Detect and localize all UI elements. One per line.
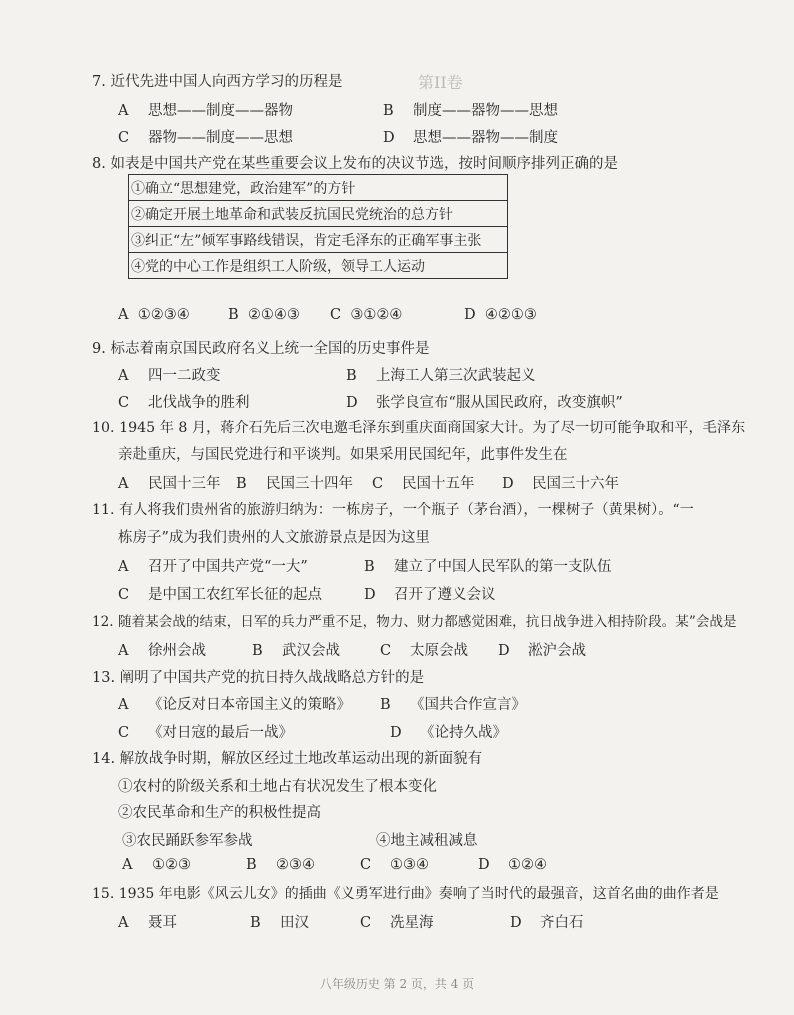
question-9-stem: 9. 标志着南京国民政府名义上统一全国的历史事件是 (92, 341, 430, 357)
q12-option-a: A 徐州会战 (118, 643, 206, 659)
table-row: ②确定开展土地革命和武装反抗国民党统治的总方针 (129, 201, 508, 227)
q8-option-c: C ③①②④ (330, 307, 403, 323)
q15-option-c: C 冼星海 (360, 915, 434, 931)
q12-option-d: D 淞沪会战 (498, 643, 586, 659)
q8-option-b: B ②①④③ (228, 307, 300, 323)
q13-option-d: D 《论持久战》 (390, 725, 507, 741)
question-11-stem-line1: 11. 有人将我们贵州省的旅游归纳为：一栋房子，一个瓶子（茅台酒），一棵树子（黄果树）。“一 (92, 502, 694, 518)
q15-option-d: D 齐白石 (510, 915, 584, 931)
q9-option-c: C 北伐战争的胜利 (118, 395, 250, 411)
q12-option-c: C 太原会战 (380, 643, 468, 659)
q7-option-b: B 制度——器物——思想 (383, 103, 558, 119)
q9-option-b: B 上海工人第三次武装起义 (346, 368, 536, 384)
question-10-stem-line2: 亲赴重庆，与国民党进行和平谈判。如果采用民国纪年，此事件发生在 (118, 447, 568, 463)
q8-resolution-table (128, 174, 508, 279)
q14-item-4: ④地主减租减息 (376, 833, 478, 849)
q13-option-a: A 《论反对日本帝国主义的策略》 (118, 697, 351, 713)
page-footer: 八年级历史 第 2 页，共 4 页 (319, 977, 475, 991)
q11-option-a: A 召开了中国共产党“一大” (118, 559, 308, 575)
bleed-through-text: 第II卷 (418, 73, 463, 92)
q15-option-a: A 聂耳 (118, 915, 177, 931)
q7-option-c: C 器物——制度——思想 (118, 130, 293, 146)
q8-option-a: A ①②③④ (118, 307, 190, 323)
q10-option-a: A 民国十三年 (118, 476, 221, 492)
q13-option-b: B 《国共合作宣言》 (380, 697, 526, 713)
q14-option-d: D ①②④ (478, 857, 547, 873)
table-row: ③纠正“左”倾军事路线错误，肯定毛泽东的正确军事主张 (129, 227, 508, 253)
q11-option-c: C 是中国工农红军长征的起点 (118, 587, 322, 603)
q9-option-a: A 四一二政变 (118, 368, 221, 384)
q14-item-2: ②农民革命和生产的积极性提高 (118, 805, 321, 821)
q10-option-d: D 民国三十六年 (502, 476, 619, 492)
q15-option-b: B 田汉 (250, 915, 309, 931)
q7-option-d: D 思想——器物——制度 (383, 130, 558, 146)
question-14-stem: 14. 解放战争时期，解放区经过土地改革运动出现的新面貌有 (92, 751, 483, 767)
q9-option-d: D 张学良宣布“服从国民政府，改变旗帜” (346, 395, 623, 411)
q14-option-a: A ①②③ (122, 857, 191, 873)
q8-option-d: D ④②①③ (464, 307, 537, 323)
q11-option-d: D 召开了遵义会议 (364, 587, 496, 603)
q12-option-b: B 武汉会战 (252, 643, 340, 659)
question-12-stem: 12. 随着某会战的结束，日军的兵力严重不足，物力、财力都感觉困难，抗日战争进入相持阶段。某”会战是 (92, 614, 737, 630)
table-row: ④党的中心工作是组织工人阶级，领导工人运动 (129, 253, 508, 279)
table-row: ①确立“思想建党，政治建军”的方针 (129, 175, 508, 201)
q11-option-b: B 建立了中国人民军队的第一支队伍 (364, 559, 612, 575)
question-15-stem: 15. 1935 年电影《风云儿女》的插曲《义勇军进行曲》奏响了当时代的最强音，这首名曲的曲作者是 (92, 886, 719, 902)
q7-option-a: A 思想——制度——器物 (118, 103, 293, 119)
q14-option-b: B ②③④ (246, 857, 315, 873)
q14-item-1: ①农村的阶级关系和土地占有状况发生了根本变化 (118, 779, 437, 795)
question-11-stem-line2: 栋房子”成为我们贵州的人文旅游景点是因为这里 (118, 530, 430, 546)
question-7-stem: 7. 近代先进中国人向西方学习的历程是 (92, 74, 343, 90)
question-10-stem-line1: 10. 1945 年 8 月，蒋介石先后三次电邀毛泽东到重庆面商国家大计。为了尽一切可能争取和平，毛泽东 (92, 420, 746, 436)
q14-option-c: C ①③④ (360, 857, 429, 873)
q14-item-3: ③农民踊跃参军参战 (122, 833, 253, 849)
question-13-stem: 13. 阐明了中国共产党的抗日持久战战略总方针的是 (92, 670, 425, 686)
q10-option-c: C 民国十五年 (372, 476, 475, 492)
q10-option-b: B 民国三十四年 (236, 476, 353, 492)
question-8-stem: 8. 如表是中国共产党在某些重要会议上发布的决议节选，按时间顺序排列正确的是 (92, 156, 618, 172)
q13-option-c: C 《对日寇的最后一战》 (118, 725, 293, 741)
